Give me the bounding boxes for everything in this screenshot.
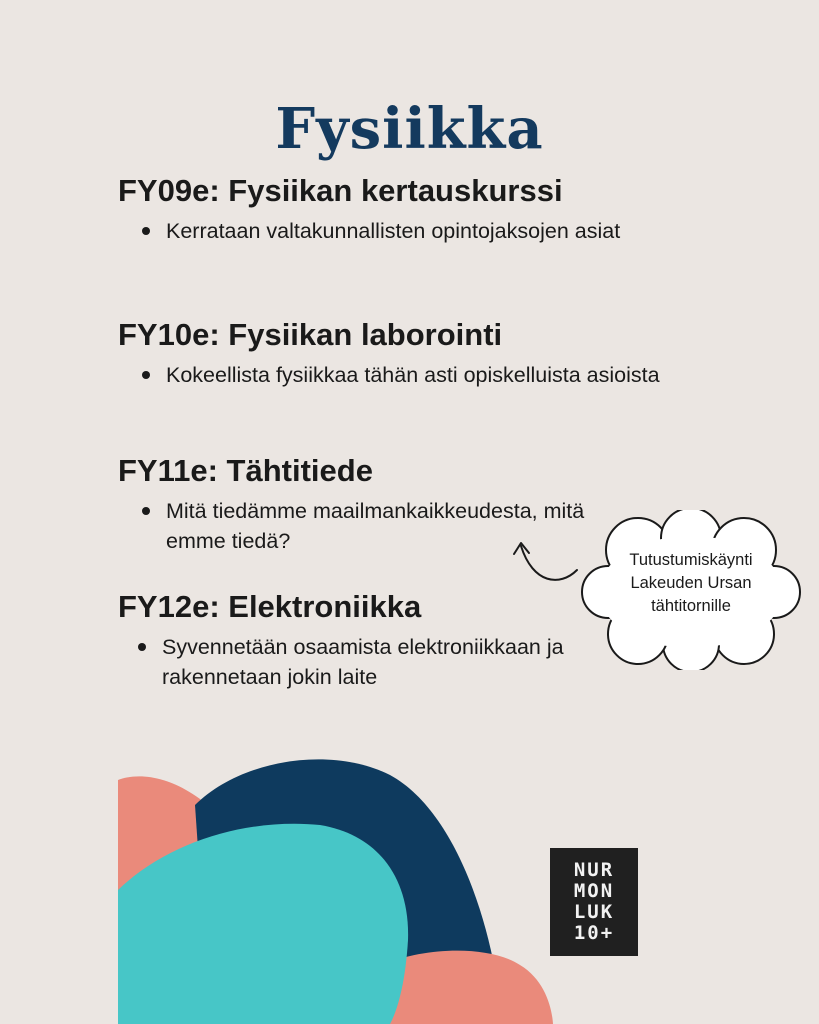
course-title: FY09e: Fysiikan kertauskurssi xyxy=(118,173,563,208)
course-description-text: Kerrataan valtakunnallisten opintojaksojen asiat xyxy=(166,219,621,243)
bullet-icon xyxy=(138,643,146,651)
course-fy12e xyxy=(118,590,592,692)
course-description-text: Mitä tiedämme maailmankaikkeudesta, mitä emme tiedä? xyxy=(166,499,585,553)
school-logo xyxy=(550,848,638,956)
logo-line: 10+ xyxy=(573,922,615,944)
course-title: FY11e: Tähtitiede xyxy=(118,453,373,488)
course-description xyxy=(140,360,676,390)
course-description-text: Kokeellista fysiikkaa tähän asti opiskelluista asioista xyxy=(166,363,660,387)
course-fy09e xyxy=(118,174,656,246)
cloud-note-line: tähtitornille xyxy=(651,597,731,615)
course-description-text: Syvennetään osaamista elektroniikkaan ja rakennetaan jokin laite xyxy=(162,635,564,689)
logo-line: NUR xyxy=(573,859,615,881)
bullet-icon xyxy=(142,507,150,515)
cloud-note-line: Tutustumiskäynti xyxy=(629,551,753,569)
course-description xyxy=(140,216,656,246)
bullet-icon xyxy=(142,371,150,379)
course-title: FY10e: Fysiikan laborointi xyxy=(118,317,503,352)
cloud-note-line: Lakeuden Ursan xyxy=(630,574,752,592)
bullet-icon xyxy=(142,227,150,235)
logo-line: LUK xyxy=(573,901,615,923)
logo-line: MON xyxy=(573,880,615,902)
decorative-blobs xyxy=(0,740,819,1024)
cloud-note xyxy=(578,549,804,618)
course-title: FY12e: Elektroniikka xyxy=(118,589,422,624)
course-description xyxy=(136,632,592,692)
course-fy10e xyxy=(118,318,676,390)
curved-arrow-icon xyxy=(505,532,585,592)
page-title: Fysiikka xyxy=(275,95,544,162)
